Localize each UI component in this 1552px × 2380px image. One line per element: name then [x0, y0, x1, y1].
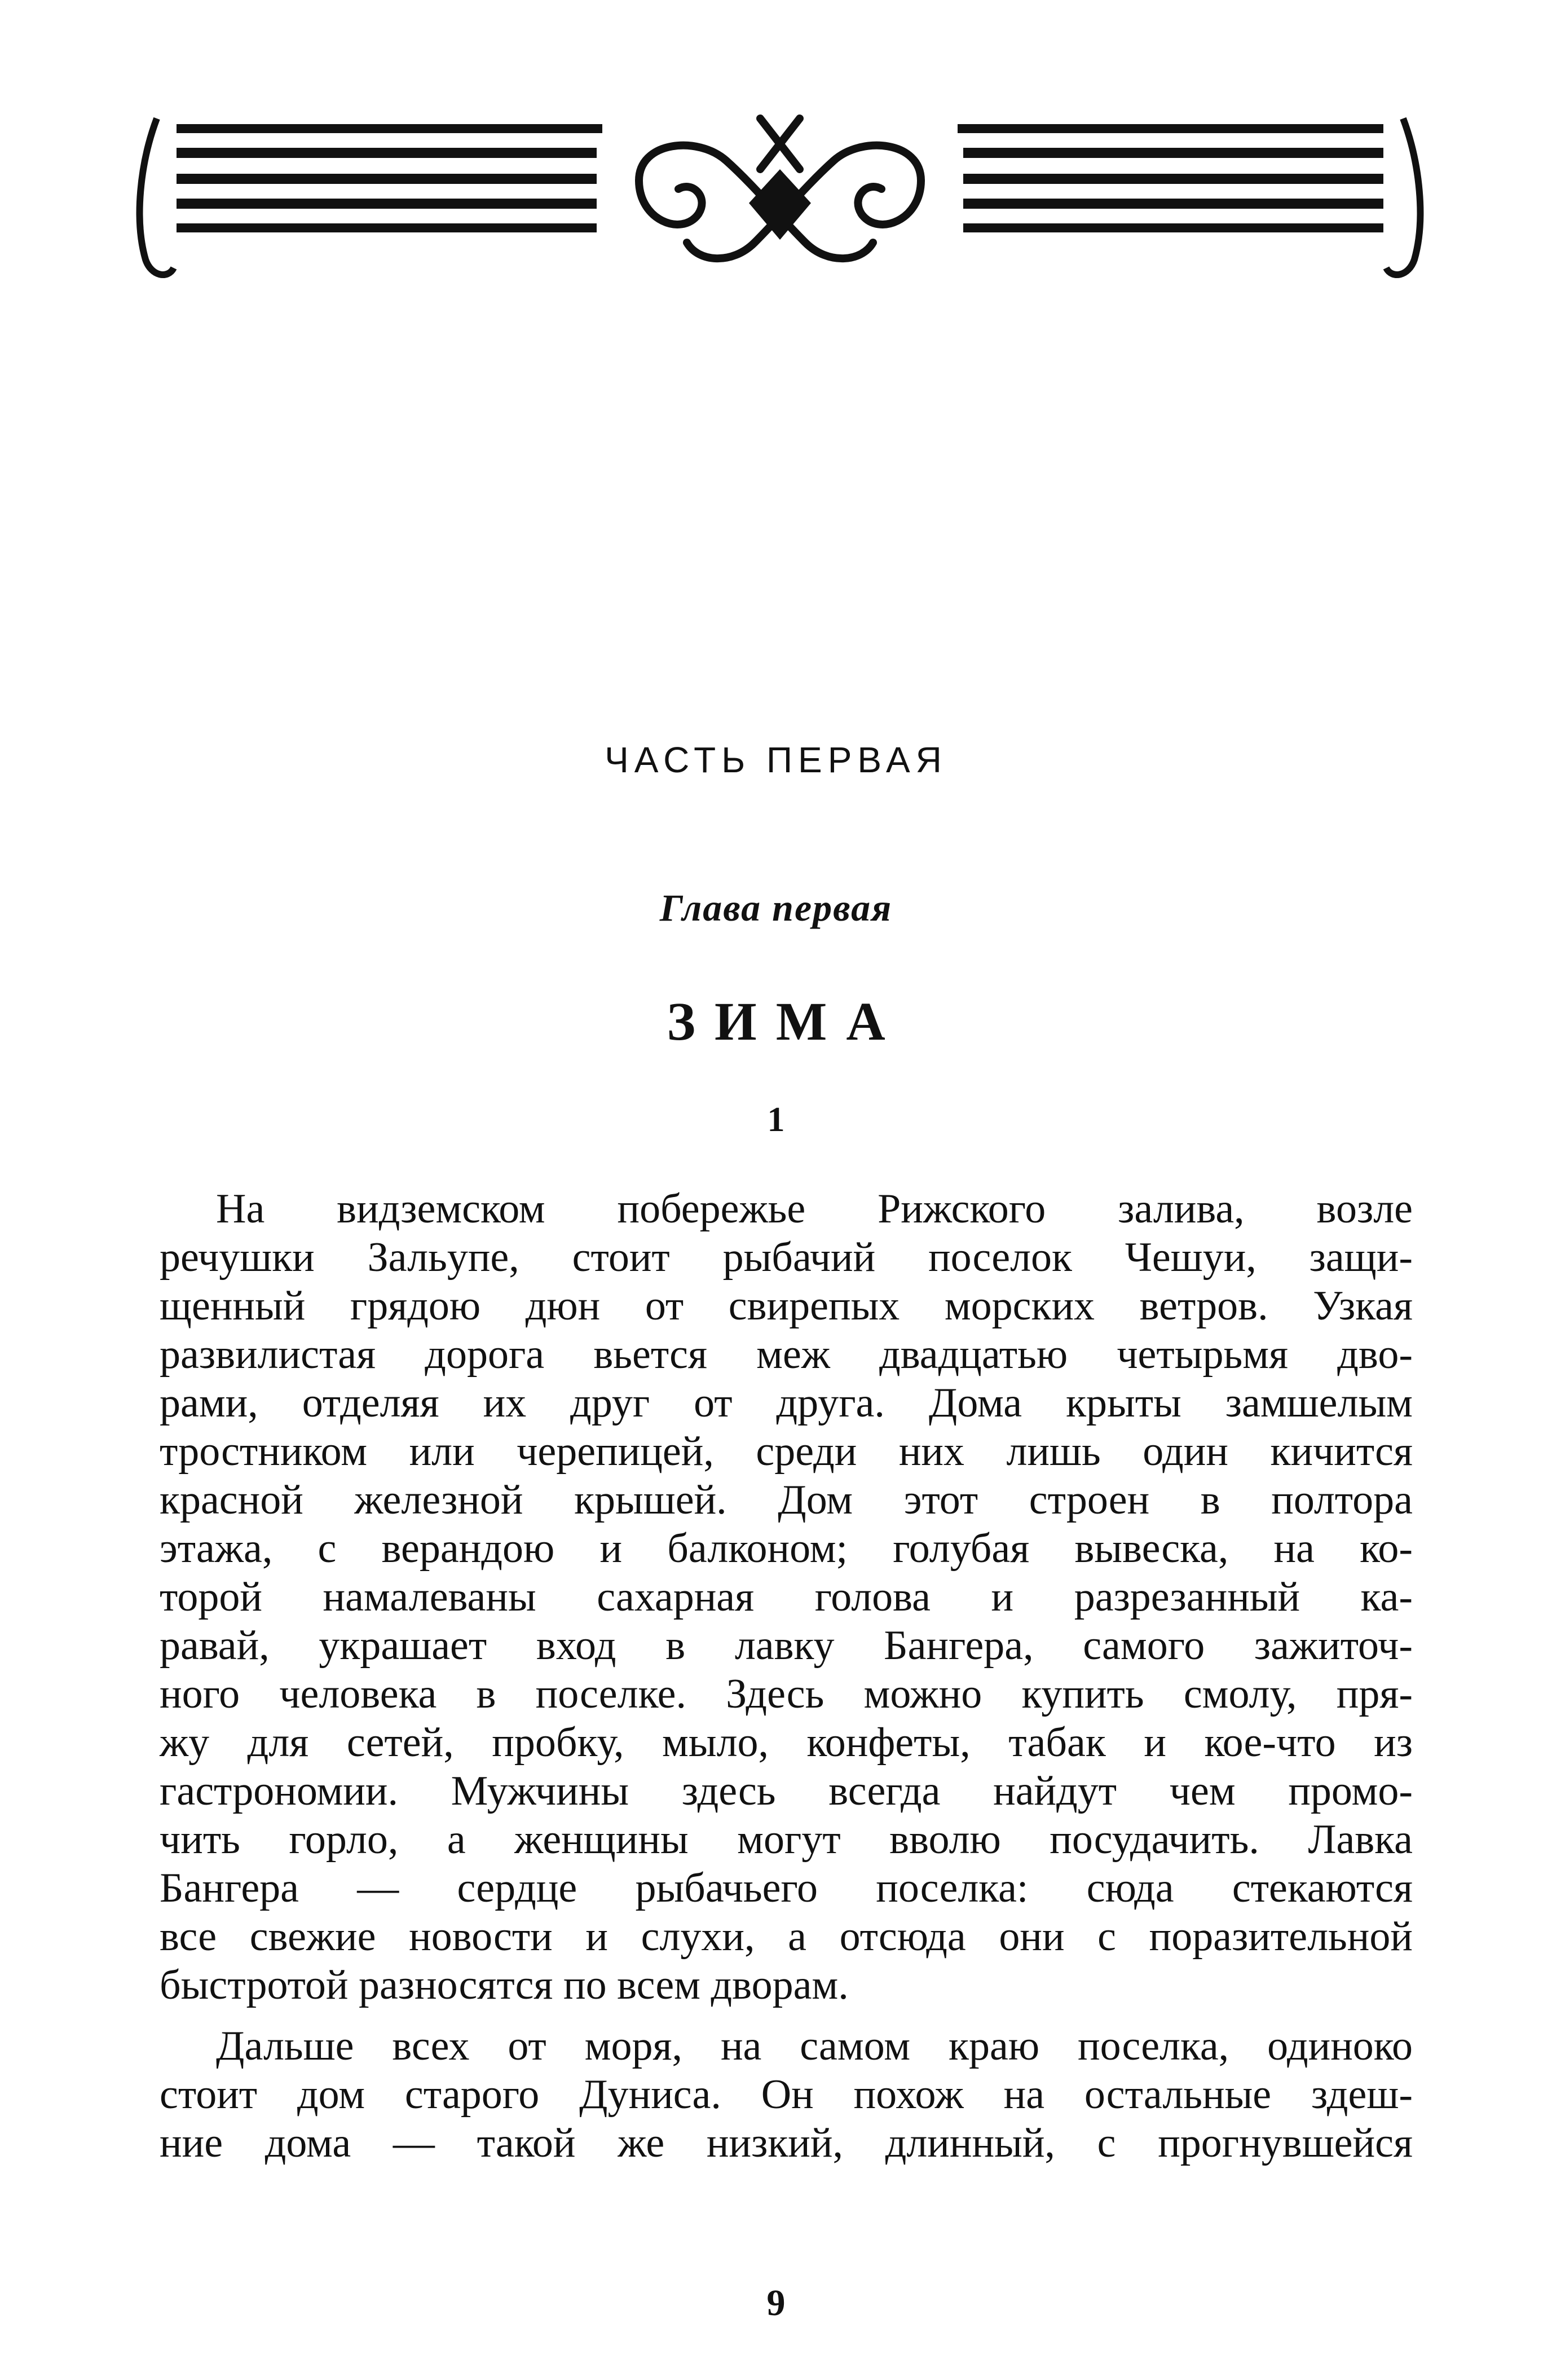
left-bar-group [177, 124, 602, 232]
paragraph [160, 2022, 1413, 2167]
text-line: быстротой разносятся по всем дворам. [160, 1962, 849, 2008]
text-line: жу для сетей, пробку, мыло, конфеты, табак и кое-что из [160, 1719, 1413, 1766]
chapter-title: ЗИМА [667, 991, 905, 1052]
text-line: Бангера — сердце рыбачьего поселка: сюда стекаются [160, 1865, 1413, 1911]
text-line: щенный грядою дюн от свирепых морских ветров. Узкая [160, 1283, 1413, 1329]
part-title: ЧАСТЬ ПЕРВАЯ [605, 740, 947, 780]
text-line: ние дома — такой же низкий, длинный, с прогнувшейся [160, 2120, 1413, 2166]
page-number: 9 [766, 2282, 786, 2324]
text-line: рами, отделяя их друг от друга. Дома крыты замшелым [160, 1380, 1413, 1426]
text-line: ного человека в поселке. Здесь можно купить смолу, пря- [160, 1671, 1413, 1717]
right-bar-group [958, 124, 1383, 232]
text-line: стоит дом старого Дуниса. Он похож на остальные здеш- [160, 2071, 1413, 2118]
text-line: тростником или черепицей, среди них лишь один кичится [160, 1428, 1413, 1475]
body-text [160, 1185, 1413, 2167]
left-bracket-ornament [140, 118, 174, 275]
text-line: чить горло, а женщины могут вволю посудачить. Лавка [160, 1816, 1413, 1863]
text-line: торой намалеваны сахарная голова и разрезанный ка- [160, 1574, 1413, 1620]
paragraph [160, 1185, 1413, 2009]
text-line: гастрономии. Мужчины здесь всегда найдут чем промо- [160, 1768, 1413, 1814]
text-line: На видземском побережье Рижского залива, возле [216, 1186, 1413, 1232]
text-line: речушки Зальупе, стоит рыбачий поселок Чешуи, защи- [160, 1234, 1413, 1281]
chapter-label: Глава первая [659, 886, 893, 929]
section-number: 1 [767, 1101, 785, 1139]
central-diamond-ornament [749, 169, 811, 240]
text-line: этажа, с верандою и балконом; голубая вывеска, на ко- [160, 1525, 1413, 1572]
text-line: развилистая дорога вьется меж двадцатью четырьмя дво- [160, 1331, 1413, 1378]
text-line: равай, украшает вход в лавку Бангера, самого зажиточ- [160, 1622, 1413, 1669]
text-line: все свежие новости и слухи, а отсюда они с поразительной [160, 1913, 1413, 1960]
text-line: Дальше всех от моря, на самом краю поселка, одиноко [216, 2023, 1413, 2069]
right-bracket-ornament [1386, 118, 1420, 275]
text-line: красной железной крышей. Дом этот строен в полтора [160, 1477, 1413, 1523]
ornamental-header [129, 107, 1431, 288]
